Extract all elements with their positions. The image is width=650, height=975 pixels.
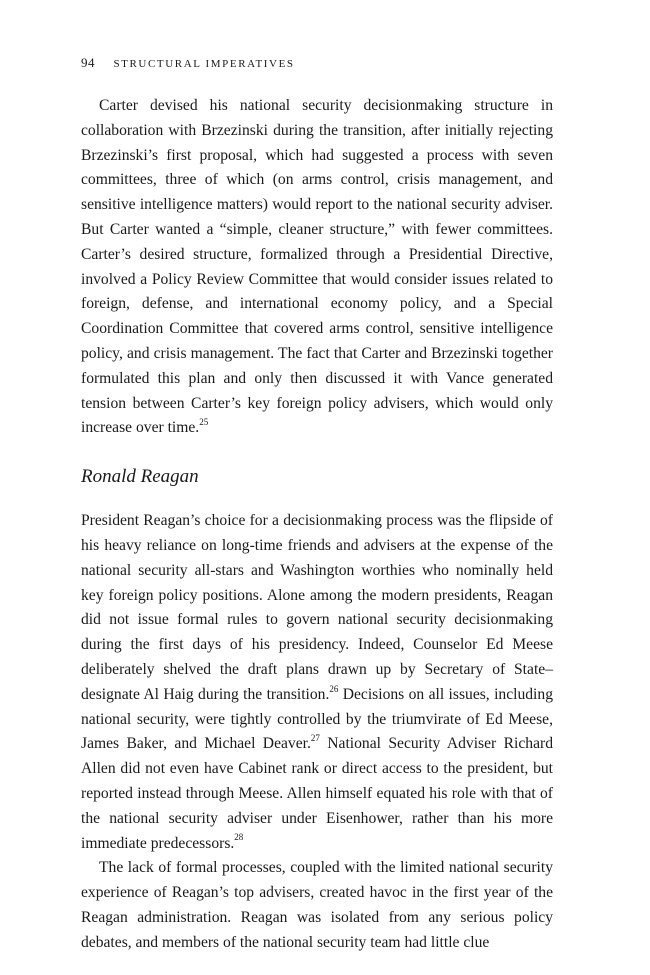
paragraph-reagan-1-part-a: President Reagan’s choice for a decisionmaking process was the flipside of his heavy reliance on long-time friends and advisers at the expense of the national security all-stars and Washington worthies who nominally held key foreign policy positions. Alone among the modern presidents, Reagan did not issue formal rules to govern national security decisionmaking during the first days of his presidency. Indeed, Counselor Ed Meese deliberately shelved the draft plans drawn up by Secretary of State–designate Al Haig during the transition.: [81, 512, 553, 703]
running-head: [81, 55, 553, 71]
footnote-ref-25: 25: [199, 417, 209, 428]
paragraph-reagan-1: [81, 509, 553, 856]
paragraph-reagan-1-part-c: National Security Adviser Richard Allen did not even have Cabinet rank or direct access to the president, but reported instead through Meese. Allen himself equated his role with that of the national security adviser under Eisenhower, rather than his more immediate predecessors.: [81, 735, 553, 852]
paragraph-carter-text: Carter devised his national security decisionmaking structure in collaboration with Brzezinski during the transition, after initially rejecting Brzezinski’s first proposal, which had suggested a process with seven committees, three of which (on arms control, crisis management, and sensitive intelligence matters) would report to the national security adviser. But Carter wanted a “simple, cleaner structure,” with fewer committees. Carter’s desired structure, formalized through a Presidential Directive, involved a Policy Review Committee that would consider issues related to foreign, defense, and international economy policy, and a Special Coordination Committee that covered arms control, sensitive intelligence policy, and crisis management. The fact that Carter and Brzezinski together formulated this plan and only then discussed it with Vance generated tension between Carter’s key foreign policy advisers, which would only increase over time.: [81, 97, 553, 437]
book-page: [81, 55, 553, 956]
footnote-ref-27: 27: [310, 733, 320, 744]
paragraph-carter: [81, 94, 553, 441]
paragraph-reagan-1-part-b: Decisions on all issues, including national security, were tightly controlled by the triumvirate of Ed Meese, James Baker, and Michael Deaver.: [81, 685, 553, 753]
footnote-ref-26: 26: [329, 683, 339, 694]
running-head-title: STRUCTURAL IMPERATIVES: [113, 58, 295, 70]
paragraph-reagan-2: The lack of formal processes, coupled with the limited national security experience of Reagan’s top advisers, created havoc in the first year of the Reagan administration. Reagan was isolated from any serious policy debates, and members of the national security team had little clue: [81, 859, 553, 951]
page-number: 94: [81, 55, 95, 70]
footnote-ref-28: 28: [234, 832, 244, 843]
section-heading-reagan: Ronald Reagan: [81, 466, 199, 488]
